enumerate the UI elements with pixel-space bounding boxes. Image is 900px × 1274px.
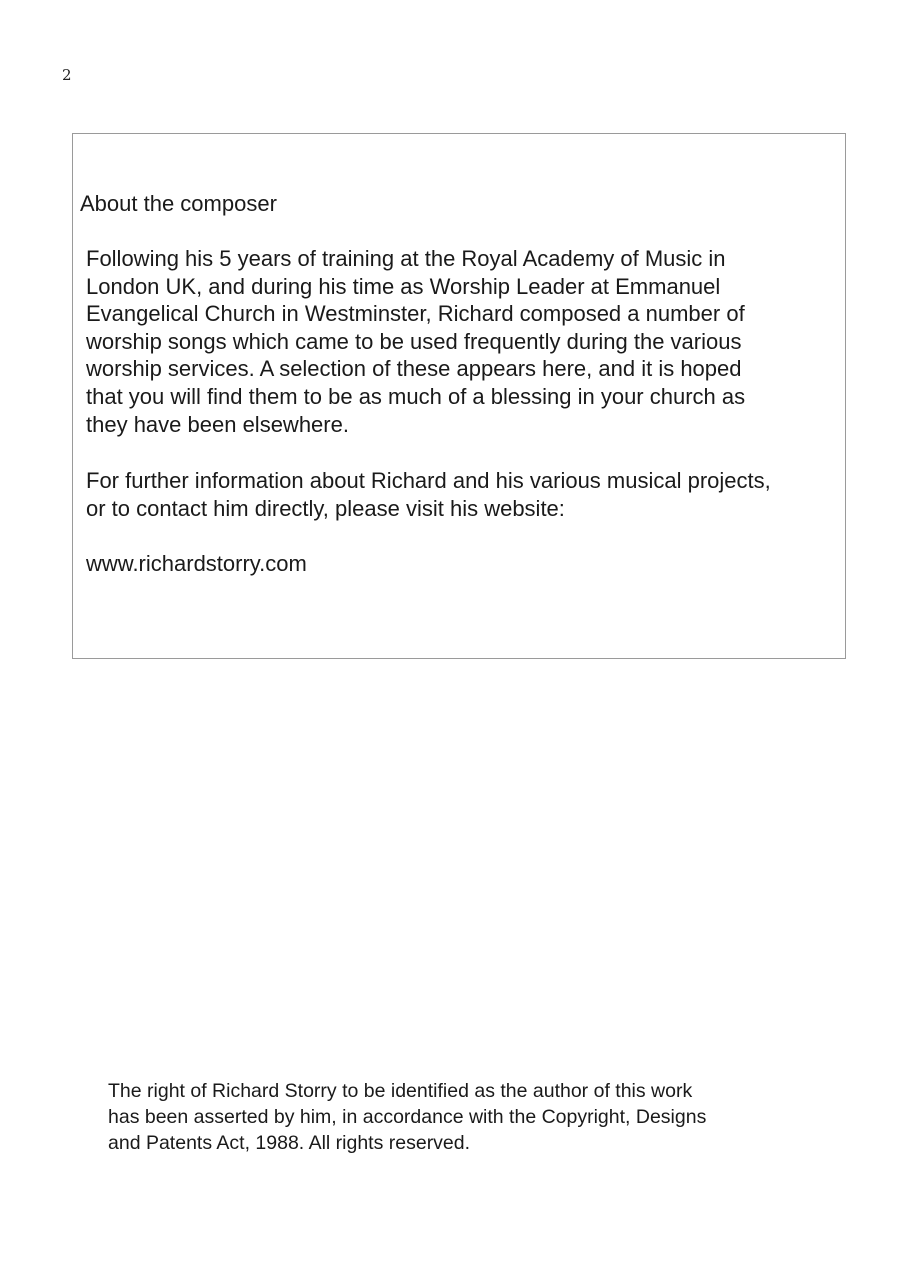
website-url: www.richardstorry.com [86,551,307,576]
copyright-line: and Patents Act, 1988. All rights reserved. [108,1132,471,1154]
copyright-notice [108,1078,706,1156]
bio-line: they have been elsewhere. [86,411,349,437]
bio-line: that you will find them to be as much of a blessing in your church as [86,383,746,409]
copyright-line: The right of Richard Storry to be identified as the author of this work [108,1080,693,1102]
bio-line: Following his 5 years of training at the Royal Academy of Music in [86,246,726,271]
bio-line: Evangelical Church in Westminster, Richard composed a number of [86,301,745,327]
composer-bio-paragraph [86,245,745,438]
bio-line: worship services. A selection of these appears here, and it is hoped [86,356,742,382]
copyright-line: has been asserted by him, in accordance with the Copyright, Designs [108,1106,707,1128]
page-number: 2 [62,66,72,84]
info-line: For further information about Richard and his various musical projects, [86,468,771,493]
contact-info-paragraph [86,467,771,522]
about-heading: About the composer [80,191,277,216]
bio-line: worship songs which came to be used frequently during the various [86,328,742,354]
info-line: or to contact him directly, please visit his website: [86,495,565,521]
about-composer-box [72,133,846,659]
bio-line: London UK, and during his time as Worship Leader at Emmanuel [86,273,721,299]
